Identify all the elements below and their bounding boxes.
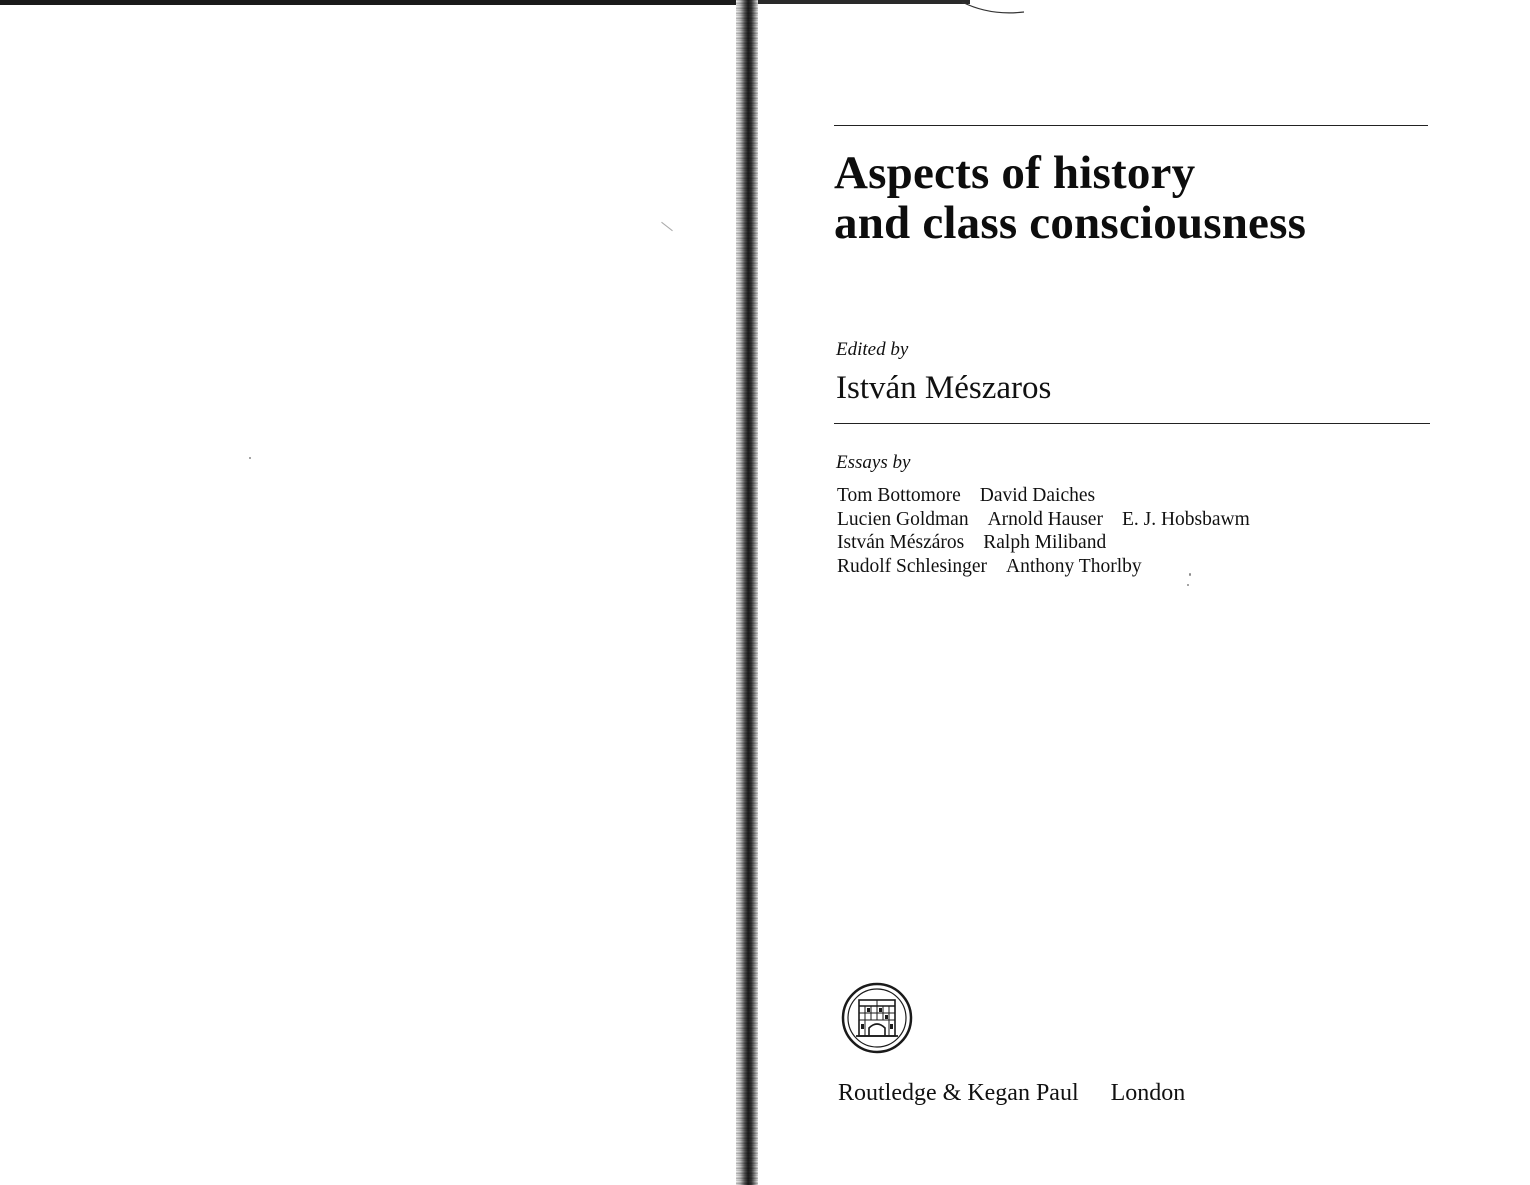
contributor-name: E. J. Hobsbawm	[1121, 508, 1250, 530]
contributors-row	[837, 531, 1269, 555]
contributor-name: David Daiches	[979, 485, 1096, 506]
contributor-name: Arnold Hauser	[987, 508, 1103, 530]
edited-by-label: Edited by	[836, 339, 909, 360]
publisher-city: London	[1110, 1080, 1186, 1106]
contributor-name: Anthony Thorlby	[1006, 555, 1142, 577]
editor-name: István Mészaros	[836, 370, 1052, 406]
contributor-name: Tom Bottomore	[837, 485, 961, 506]
contributors-row	[837, 508, 1269, 532]
book-title-line-1: Aspects of history	[834, 147, 1196, 199]
title-top-rule	[834, 125, 1428, 126]
page-curl-mark	[960, 0, 1040, 20]
scan-speck	[1187, 584, 1189, 586]
contributor-name: Rudolf Schlesinger	[837, 555, 988, 577]
contributor-name: Ralph Miliband	[983, 532, 1107, 553]
contributor-name: Lucien Goldman	[837, 508, 969, 530]
book-spine-shadow	[736, 0, 758, 1185]
publisher-imprint	[838, 1078, 1185, 1108]
contributors-row	[837, 484, 1269, 508]
scan-speck	[661, 222, 673, 231]
publisher-name: Routledge & Kegan Paul	[838, 1080, 1079, 1106]
contributor-name: István Mészáros	[837, 532, 965, 553]
publisher-emblem-icon	[840, 980, 914, 1056]
essays-by-label: Essays by	[836, 452, 911, 473]
book-title	[834, 148, 1306, 248]
right-page-top-edge	[740, 0, 970, 4]
book-title-line-2: and class consciousness	[834, 197, 1307, 249]
scan-speck	[249, 457, 251, 459]
left-page-top-edge	[0, 0, 740, 5]
contributors-row	[837, 555, 1269, 579]
editor-bottom-rule	[834, 423, 1430, 424]
contributors-list	[837, 484, 1269, 578]
